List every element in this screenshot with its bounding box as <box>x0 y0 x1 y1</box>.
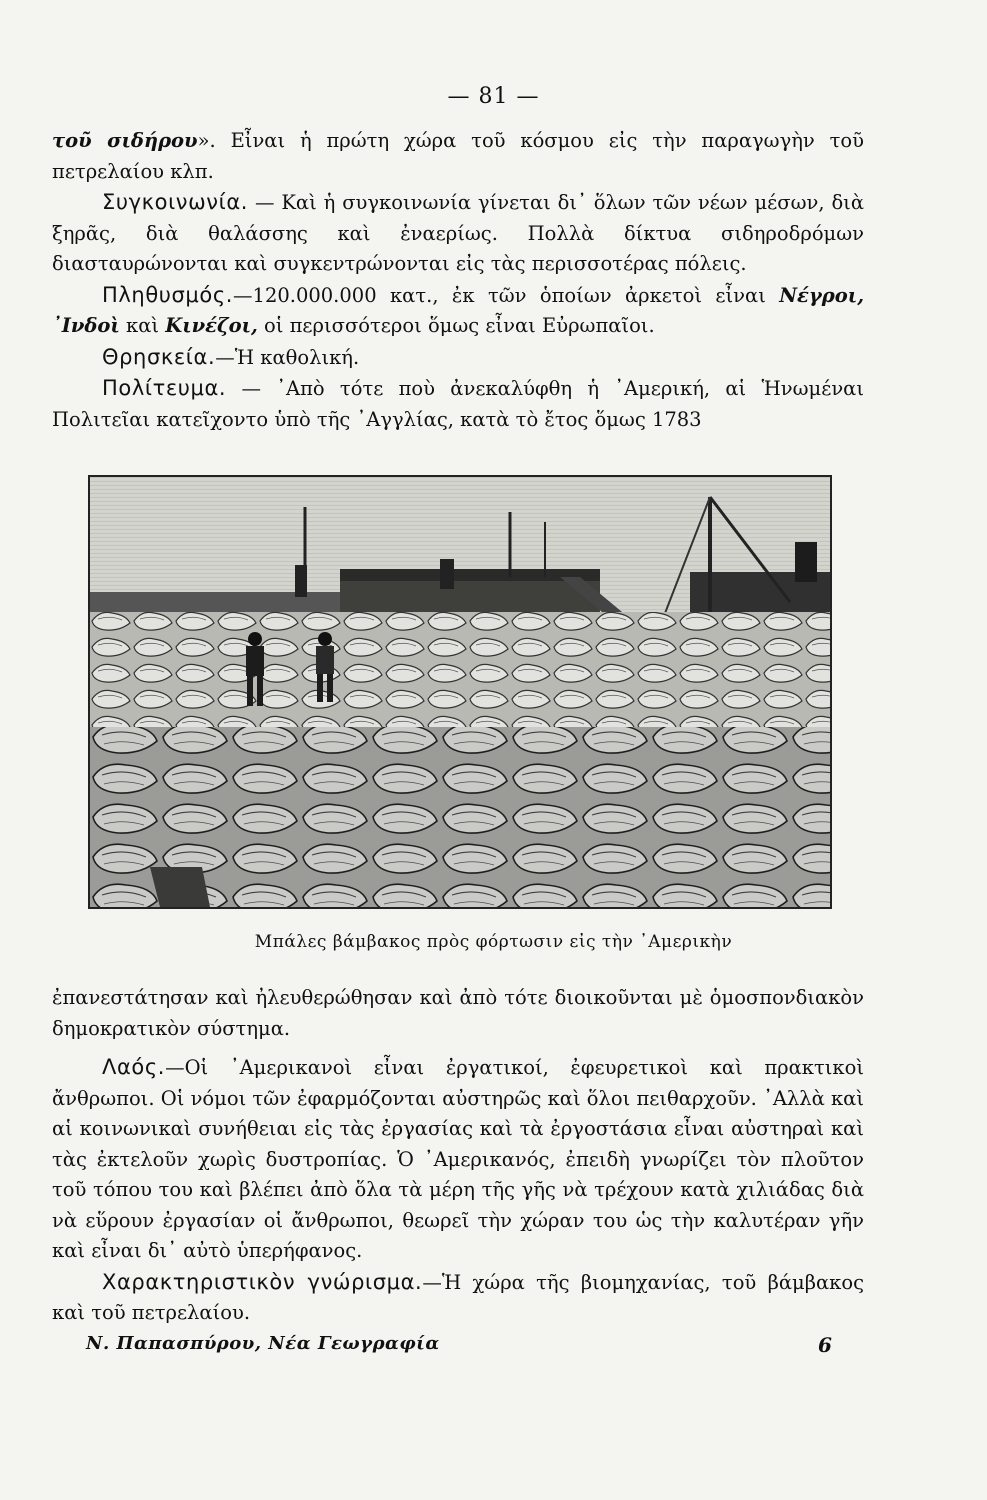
paragraph-text: καὶ <box>119 314 166 337</box>
page-number: — 81 — <box>447 84 540 109</box>
paragraph-text: — ᾿Απὸ τότε ποὺ ἀνεκαλύφθη ἡ ᾿Αμερική, αἱ Ἡνωμέναι Πολιτεῖαι κατεῖχοντο ὑπὸ τῆς ᾿Αγγλίας, κατὰ τὸ ἔτος ὅμως 1783 <box>52 377 864 431</box>
figure-caption: Μπάλες βάμβακος πρὸς φόρτωσιν εἰς τὴν ᾿Αμερικὴν <box>254 932 733 952</box>
engraving-illustration <box>90 477 830 907</box>
emphasis-text: Κινέζοι, <box>165 314 258 337</box>
emphasis-text: Νέγροι, ᾿Ινδοὶ <box>52 283 864 337</box>
body-text-bottom <box>52 983 864 1329</box>
section-heading: Πληθυσμός. <box>102 282 234 307</box>
paragraph-iron <box>52 126 864 187</box>
paragraph-text: —Οἱ ᾿Αμερικανοὶ εἶναι ἐργατικοί, ἐφευρετικοὶ καὶ πρακτικοὶ ἄνθρωποι. Οἱ νόμοι τῶν ἐφαρμόζονται αὐστηρῶς καὶ ὅλοι πειθαρχοῦν. ᾿Αλλὰ καὶ αἱ κοινωνικαὶ συνήθειαι εἰς τὰς ἐργασίας καὶ τὰ ἐργοστάσια εἶναι αὐστηραὶ καὶ τὰς ἐκτελοῦν χωρὶς δυστροπίας. Ὁ ᾿Αμερικανός, ἐπειδὴ γνωρίζει τὸν πλοῦτον τοῦ τόπου του καὶ βλέπει ἀπὸ ὅλα τὰ μέρη τῆς γῆς νὰ τρέχουν κατὰ χιλιάδας διὰ νὰ εὕρουν ἐργασίαν οἱ ἄνθρωποι, θεωρεῖ τὴν χώραν του ὡς τὴν καλυτέραν γῆν καὶ εἶναι δι᾽ αὐτὸ ὑπερήφανος. <box>52 1056 864 1262</box>
paragraph-people <box>52 1052 864 1267</box>
section-heading: Συγκοινωνία. <box>102 190 249 214</box>
paragraph-text: ἐπανεστάτησαν καὶ ἠλευθερώθησαν καὶ ἀπὸ τότε διοικοῦνται μὲ ὁμοσπονδιακὸν δημοκρατικὸν σύστημα. <box>52 986 864 1040</box>
body-text-top <box>52 126 864 435</box>
signature-mark: 6 <box>818 1333 832 1357</box>
cotton-bales-photo <box>88 475 832 909</box>
section-heading: Πολίτευμα. <box>102 376 227 400</box>
paragraph-text: ». Εἶναι ἡ πρώτη χώρα τοῦ κόσμου εἰς τὴν παραγωγὴν τοῦ πετρελαίου κλπ. <box>52 129 864 183</box>
paragraph-government <box>52 373 864 435</box>
footer-author: Ν. Παπασπύρου, Νέα Γεωγραφία <box>86 1333 440 1354</box>
section-heading: Λαός. <box>102 1055 166 1079</box>
section-heading: Χαρακτηριστικὸν γνώρισμα. <box>102 1269 423 1294</box>
paragraph-text: —Ἡ καθολική. <box>215 345 360 369</box>
paragraph-communication <box>52 187 864 280</box>
paragraph-characteristic <box>52 1267 864 1329</box>
paragraph-population <box>52 280 864 342</box>
section-heading: Θρησκεία. <box>102 344 216 369</box>
paragraph-text: οἱ περισσότεροι ὅμως εἶναι Εὐρωπαῖοι. <box>257 314 655 337</box>
paragraph-continuation <box>52 983 864 1044</box>
paragraph-text: —Ἡ χώρα τῆς βιομηχανίας, τοῦ βάμβακος καὶ τοῦ πετρελαίου. <box>52 1270 864 1324</box>
paragraph-religion <box>52 342 864 374</box>
lead-bold: τοῦ σιδήρου <box>52 129 198 152</box>
paragraph-text: —120.000.000 κατ., ἐκ τῶν ὁποίων ἀρκετοὶ εἶναι <box>233 283 780 307</box>
paragraph-text: — Καὶ ἡ συγκοινωνία γίνεται δι᾽ ὅλων τῶν νέων μέσων, διὰ ξηρᾶς, διὰ θαλάσσης καὶ ἐναερίως. Πολλὰ δίκτυα σιδηροδρόμων διασταυρώνονται καὶ συγκεντρώνονται εἰς τὰς περισσοτέρας πόλεις. <box>52 191 864 275</box>
